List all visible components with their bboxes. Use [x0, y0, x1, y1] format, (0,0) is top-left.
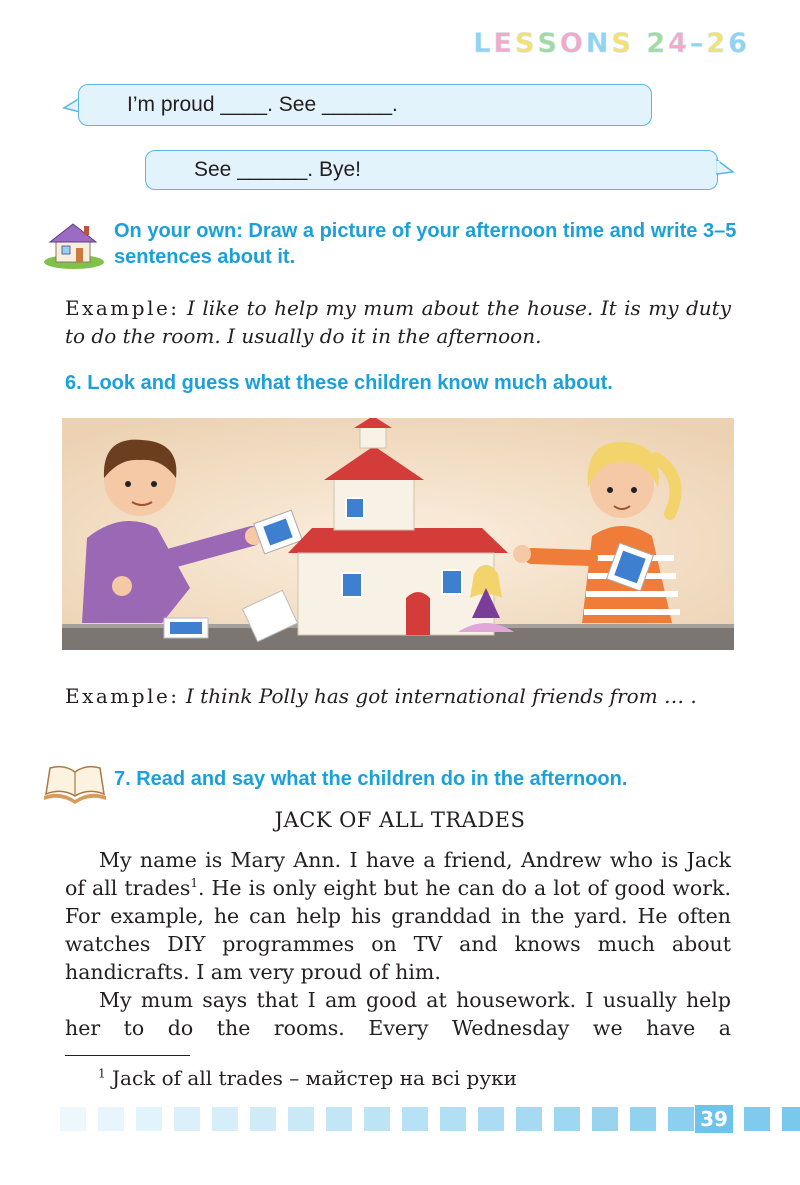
story-paragraph-1: [65, 846, 731, 986]
speech-bubble-1: [78, 84, 652, 126]
strip-square: [630, 1107, 656, 1131]
strip-square: [364, 1107, 390, 1131]
open-book-icon: [42, 760, 108, 804]
footnote-number: 1: [98, 1066, 106, 1081]
strip-square: [326, 1107, 352, 1131]
lessons-letter: L: [473, 28, 494, 59]
example-1: [65, 294, 731, 350]
story-paragraph-1-part-b: . He is only eight but he can do a lot of good work. For example, he can help his granddad in the yard. He often watches DIY programmes on TV and knows much about handicrafts. I am very proud of him.: [65, 876, 731, 984]
lessons-letter: 6: [728, 28, 750, 59]
lessons-letter: –: [689, 28, 707, 59]
footnote-ref: 1: [190, 876, 198, 891]
story-paragraph-1-part-a: My name is Mary Ann. I have a friend, Andrew who is Jack of all trades: [65, 848, 731, 900]
house-icon: [40, 218, 106, 270]
footnote: [98, 1066, 517, 1090]
lessons-letter: O: [559, 28, 586, 59]
lessons-letter: N: [585, 28, 612, 59]
lessons-letter: S: [537, 28, 560, 59]
lessons-letter: E: [493, 28, 515, 59]
example-2: [65, 682, 731, 710]
strip-square: [440, 1107, 466, 1131]
task-on-your-own: On your own: Draw a picture of your afternoon time and write 3–5 sentences about it.: [114, 220, 737, 268]
example-2-text: I think Polly has got international friends from … .: [185, 684, 697, 708]
page-number: 39: [695, 1105, 733, 1133]
example-2-label: Example:: [65, 684, 180, 708]
strip-square: [516, 1107, 542, 1131]
strip-square: [592, 1107, 618, 1131]
lessons-letter: 2: [706, 28, 729, 59]
strip-square: [478, 1107, 504, 1131]
strip-square: [212, 1107, 238, 1131]
speech-bubble-2-text: See ______. Bye!: [194, 158, 361, 181]
strip-square: [174, 1107, 200, 1131]
example-1-label: Example:: [65, 296, 180, 320]
strip-square: [60, 1107, 86, 1131]
footnote-text: Jack of all trades – майстер на всі руки: [112, 1066, 517, 1090]
lessons-letter: S: [611, 28, 634, 59]
decorative-strip: [60, 1107, 800, 1131]
footnote-divider: [65, 1055, 190, 1056]
strip-square: [668, 1107, 694, 1131]
lessons-letter: 4: [668, 28, 690, 59]
strip-square: [98, 1107, 124, 1131]
task-6-heading: 6. Look and guess what these children know much about.: [65, 372, 613, 394]
story-paragraph-2: My mum says that I am good at housework. I usually help her to do the rooms. Every Wednesday we have a: [65, 988, 731, 1040]
strip-square: [782, 1107, 800, 1131]
bubble-tail-right: [715, 158, 735, 178]
lessons-letter: [634, 28, 646, 59]
strip-square: [250, 1107, 276, 1131]
story-body: [65, 846, 731, 1042]
lessons-letter: 2: [646, 28, 669, 59]
children-with-puzzle-house-illustration: [62, 418, 734, 658]
story-title: JACK OF ALL TRADES: [274, 808, 526, 832]
example-1-text: I like to help my mum about the house. It is my duty to do the room. I usually do it in the afternoon.: [65, 296, 732, 348]
strip-square: [288, 1107, 314, 1131]
strip-square: [136, 1107, 162, 1131]
strip-square: [744, 1107, 770, 1131]
lessons-header: [473, 28, 750, 59]
strip-square: [402, 1107, 428, 1131]
task-7-heading: 7. Read and say what the children do in the afternoon.: [114, 768, 628, 790]
speech-bubble-2: [145, 150, 718, 190]
strip-square: [554, 1107, 580, 1131]
speech-bubble-1-text: I’m proud ____. See ______.: [127, 93, 398, 116]
lessons-letter: S: [514, 28, 538, 59]
